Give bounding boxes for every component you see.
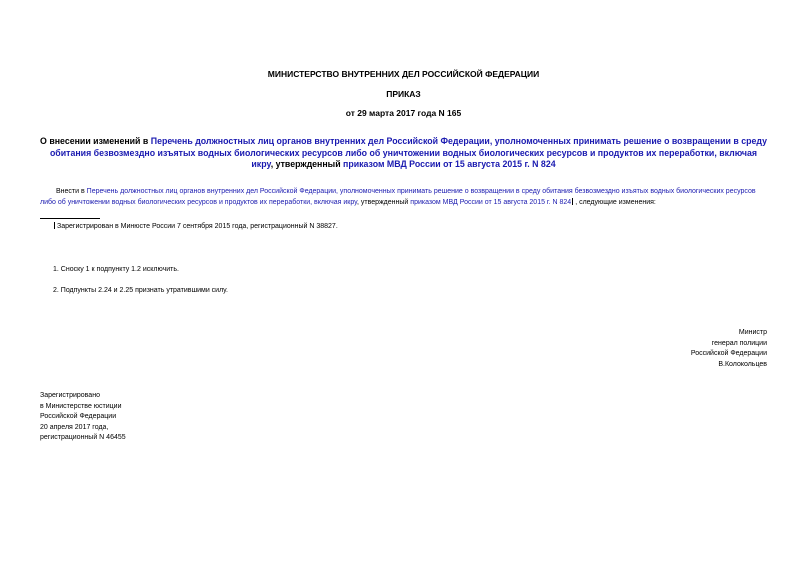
doc-type-heading: ПРИКАЗ — [386, 89, 421, 99]
registration-line: регистрационный N 46455 — [40, 434, 126, 442]
registration-line: 20 апреля 2017 года, — [40, 423, 109, 431]
footnote-divider — [40, 218, 100, 219]
title-prefix: О внесении изменений в — [40, 136, 151, 146]
footnote-marker-icon — [572, 198, 573, 205]
registration-block — [40, 391, 126, 444]
registration-line: в Министерстве юстиции — [40, 402, 122, 410]
body-paragraph — [40, 187, 770, 208]
title-link-order[interactable]: приказом МВД России от 15 августа 2015 г. N 824 — [343, 159, 556, 169]
title-link-list[interactable]: Перечень должностных лиц органов внутренних дел Российской Федерации, уполномоченных принимать решение о возвращении в среду обитания безвозмездно изъятых водных биологических ресурсов либо об уничтожении водных биологических ресурсов и продуктов их переработки, включая икру — [49, 136, 767, 169]
footnote-text: Зарегистрирован в Минюсте России 7 сентября 2015 года, регистрационный N 38827. — [57, 223, 338, 230]
body-prefix: Внести в — [56, 188, 87, 195]
body-suffix: , следующие изменения: — [575, 198, 656, 206]
list-item: 1. Сноску 1 к подпункту 1.2 исключить. — [53, 266, 179, 273]
signature-block — [691, 328, 767, 370]
body-middle: , утвержденный — [356, 198, 411, 206]
signature-line: В.Колокольцев — [718, 360, 767, 368]
doc-date-number: от 29 марта 2017 года N 165 — [345, 108, 462, 118]
body-link-order[interactable]: приказом МВД России от 15 августа 2015 г. N 824 — [410, 198, 572, 206]
registration-line: Российской Федерации — [40, 413, 117, 421]
document-title — [40, 136, 767, 171]
registration-line: Зарегистрировано — [40, 392, 100, 399]
footnote — [53, 222, 338, 230]
signature-line: генерал полиции — [711, 339, 767, 347]
signature-line: Российской Федерации — [690, 350, 767, 358]
signature-line: Министр — [738, 329, 767, 336]
ministry-heading: МИНИСТЕРСТВО ВНУТРЕННИХ ДЕЛ РОССИЙСКОЙ ФЕДЕРАЦИИ — [267, 69, 540, 79]
footnote-marker-icon — [54, 222, 55, 229]
body-link-list[interactable]: Перечень должностных лиц органов внутренних дел Российской Федерации, уполномоченных принимать решение о возвращении в среду обитания безвозмездно изъятых водных биологических ресурсов либо об уничтожении водных биологических ресурсов и продуктов их переработки, включая икру — [40, 188, 756, 206]
title-middle: , утвержденный — [270, 159, 344, 169]
list-item: 2. Подпункты 2.24 и 2.25 признать утратившими силу. — [53, 287, 228, 294]
